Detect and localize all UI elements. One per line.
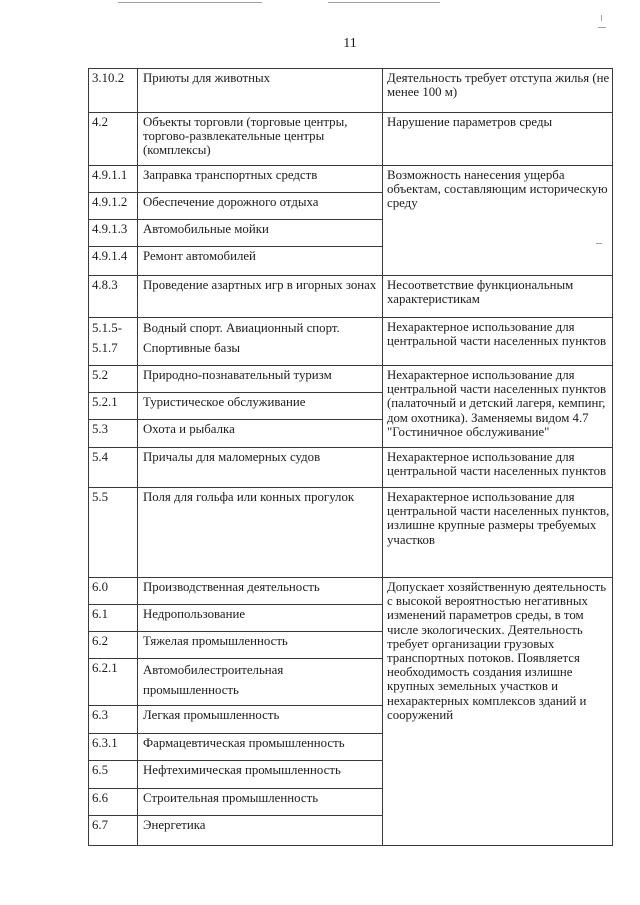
note-line: сооружений (387, 707, 454, 722)
note-line: Несоответствие функциональным (387, 278, 574, 292)
table-row (89, 318, 613, 366)
name-line: (комплексы) (143, 143, 211, 158)
name-cell (138, 706, 383, 734)
name-line: Производственная деятельность (143, 580, 320, 594)
table-row (89, 69, 613, 113)
note-cell (383, 578, 613, 846)
name-cell (138, 816, 383, 846)
name-line: Объекты торговли (торговые центры, (143, 115, 348, 129)
note-line: менее 100 м) (387, 85, 458, 100)
code-cell (89, 734, 138, 761)
note-line: изменений параметров среды, в том (387, 608, 584, 623)
note-cell (383, 318, 613, 366)
name-cell (138, 789, 383, 816)
name-cell (138, 166, 383, 193)
code-cell (89, 420, 138, 448)
code-cell (89, 488, 138, 578)
table-row (89, 113, 613, 166)
code-text: 5.2.1 (92, 395, 118, 409)
name-line: торгово-развлекательные центры (143, 129, 325, 144)
note-line: излишне крупные размеры требуемых (387, 518, 597, 533)
code-cell (89, 193, 138, 220)
code-text: 6.5 (92, 763, 109, 777)
name-line: Поля для гольфа или конных прогулок (143, 490, 355, 504)
scan-artifact-mark (601, 15, 602, 21)
name-line: Охота и рыбалка (143, 422, 235, 436)
note-line: требует организации грузовых (387, 636, 555, 651)
name-cell (138, 193, 383, 220)
name-cell (138, 113, 383, 166)
note-cell (383, 448, 613, 488)
name-cell (138, 734, 383, 761)
code-cell (89, 166, 138, 193)
name-line: Легкая промышленность (143, 708, 280, 722)
code-cell (89, 448, 138, 488)
code-cell (89, 276, 138, 318)
note-line: Допускает хозяйственную деятельность (387, 580, 607, 594)
land-use-table (88, 68, 613, 846)
code-text: 6.0 (92, 580, 109, 594)
name-cell (138, 448, 383, 488)
note-cell (383, 166, 613, 276)
scan-artifact-line (118, 2, 262, 3)
name-line: Энергетика (143, 818, 206, 832)
code-cell (89, 816, 138, 846)
table-row (89, 366, 613, 393)
name-line: Строительная промышленность (143, 791, 319, 805)
code-text: 4.9.1.2 (92, 195, 128, 209)
note-line: среду (387, 196, 418, 211)
note-cell (383, 69, 613, 113)
name-line: Недропользование (143, 607, 246, 621)
name-cell (138, 220, 383, 247)
note-line: центральной части населенных пунктов (387, 464, 607, 479)
name-line: Спортивные базы (143, 341, 241, 355)
note-line: Возможность нанесения ущерба (387, 168, 565, 182)
note-cell (383, 366, 613, 448)
note-line: центральной части населенных пунктов, (387, 504, 610, 519)
name-line: Приюты для животных (143, 71, 271, 85)
code-cell (89, 318, 138, 366)
note-line: центральной части населенных пунктов (387, 382, 607, 397)
table-row (89, 166, 613, 193)
name-cell (138, 632, 383, 659)
note-line: (палаточный и детский лагеря, кемпинг, (387, 396, 606, 411)
note-line: транспортных потоков. Появляется (387, 651, 580, 666)
code-text: 6.1 (92, 607, 109, 621)
name-line: Обеспечение дорожного отдыха (143, 195, 319, 209)
table-row (89, 488, 613, 578)
note-line: "Гостиничное обслуживание" (387, 424, 550, 439)
code-text: 6.7 (92, 818, 109, 832)
note-line: Нарушение параметров среды (387, 115, 553, 129)
note-line: Нехарактерное использование для (387, 368, 575, 382)
name-line: Автомобильные мойки (143, 222, 269, 236)
code-cell (89, 789, 138, 816)
name-cell (138, 393, 383, 420)
note-line: крупных земельных участков и (387, 679, 558, 694)
code-cell (89, 632, 138, 659)
note-line: участков (387, 532, 435, 547)
name-line: Туристическое обслуживание (143, 395, 306, 409)
code-text: 4.9.1.1 (92, 168, 128, 182)
name-line: Фармацевтическая промышленность (143, 736, 345, 750)
code-cell (89, 605, 138, 632)
name-cell (138, 420, 383, 448)
name-cell (138, 488, 383, 578)
name-line: Природно-познавательный туризм (143, 368, 332, 382)
table-row (89, 578, 613, 605)
name-cell (138, 276, 383, 318)
code-text: 4.8.3 (92, 278, 118, 292)
table-row (89, 276, 613, 318)
note-line: объектам, составляющим историческую (387, 182, 608, 197)
name-line: Нефтехимическая промышленность (143, 763, 341, 777)
code-text: 6.2.1 (92, 661, 118, 675)
code-cell (89, 247, 138, 276)
name-line: Тяжелая промышленность (143, 634, 288, 648)
code-text: 6.3.1 (92, 736, 118, 750)
name-cell (138, 659, 383, 706)
note-line: Нехарактерное использование для (387, 450, 575, 464)
name-line: Причалы для маломерных судов (143, 450, 321, 464)
code-text: 6.2 (92, 634, 109, 648)
scan-artifact-mark (598, 27, 606, 28)
name-line: Проведение азартных игр в игорных зонах (143, 278, 377, 292)
code-text: 5.1.5- (92, 321, 122, 335)
code-text: 5.3 (92, 422, 109, 436)
note-line: числе экологических. Деятельность (387, 622, 583, 637)
code-text: 5.4 (92, 450, 109, 464)
code-cell (89, 706, 138, 734)
note-line: необходимость создания излишне (387, 665, 573, 680)
note-line: дом охотника). Заменяемы видом 4.7 (387, 410, 589, 425)
code-text: 5.5 (92, 490, 109, 504)
note-line: Нехарактерное использование для (387, 490, 575, 504)
name-line: Ремонт автомобилей (143, 249, 256, 263)
code-text: 5.1.7 (92, 341, 118, 355)
name-line: Автомобилестроительная (143, 663, 284, 677)
name-cell (138, 366, 383, 393)
name-cell (138, 605, 383, 632)
code-text: 6.3 (92, 708, 109, 722)
note-cell (383, 276, 613, 318)
code-cell (89, 578, 138, 605)
code-cell (89, 113, 138, 166)
code-cell (89, 69, 138, 113)
code-cell (89, 761, 138, 789)
code-text: 6.6 (92, 791, 109, 805)
code-cell (89, 659, 138, 706)
code-text: 3.10.2 (92, 71, 125, 85)
note-cell (383, 113, 613, 166)
note-line: Нехарактерное использование для (387, 320, 575, 334)
name-cell (138, 578, 383, 605)
page-number: 11 (343, 36, 357, 51)
name-cell (138, 69, 383, 113)
code-cell (89, 220, 138, 247)
name-cell (138, 318, 383, 366)
note-line: характеристикам (387, 292, 480, 307)
note-line: центральной части населенных пунктов (387, 334, 607, 349)
table-row (89, 448, 613, 488)
note-line: нехарактерных комплексов зданий и (387, 693, 587, 708)
note-cell (383, 488, 613, 578)
name-cell (138, 247, 383, 276)
code-text: 4.9.1.3 (92, 222, 128, 236)
code-cell (89, 393, 138, 420)
name-cell (138, 761, 383, 789)
note-line: Деятельность требует отступа жилья (не (387, 71, 610, 85)
code-text: 5.2 (92, 368, 109, 382)
name-line: Водный спорт. Авиационный спорт. (143, 321, 340, 335)
name-line: промышленность (143, 682, 239, 697)
note-line: с высокой вероятностью негативных (387, 594, 588, 609)
scan-artifact-line (328, 2, 440, 3)
code-cell (89, 366, 138, 393)
code-text: 4.2 (92, 115, 109, 129)
code-text: 4.9.1.4 (92, 249, 128, 263)
name-line: Заправка транспортных средств (143, 168, 318, 182)
